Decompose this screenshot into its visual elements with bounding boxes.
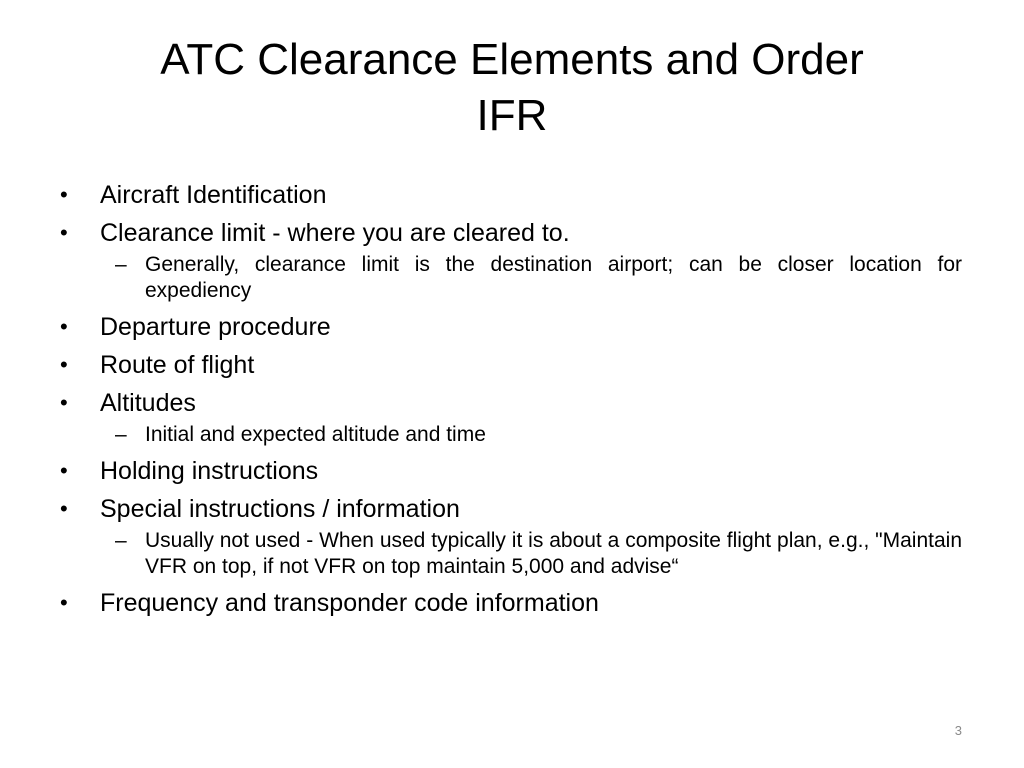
list-item-text: Departure procedure <box>100 313 331 341</box>
sub-list-item <box>58 422 962 448</box>
list-item <box>58 350 962 380</box>
list-item-text: Special instructions / information <box>100 495 460 523</box>
sub-list-item <box>58 528 962 580</box>
list-item <box>58 588 962 618</box>
list-item-text: Clearance limit - where you are cleared to. <box>100 219 570 247</box>
sub-list-item-text: Usually not used - When used typically it is about a composite flight plan, e.g., "Maintain VFR on top, if not VFR on top maintain 5,000 and advise“ <box>145 529 962 578</box>
bullet-marker: • <box>60 182 68 207</box>
bullet-marker: • <box>60 220 68 245</box>
bullet-list <box>58 180 962 626</box>
list-item-text: Frequency and transponder code information <box>100 589 599 617</box>
list-item-text: Aircraft Identification <box>100 181 327 209</box>
sub-bullet-marker: – <box>115 253 127 276</box>
list-item-text: Altitudes <box>100 389 196 417</box>
sub-bullet-marker: – <box>115 423 127 446</box>
bullet-marker: • <box>60 458 68 483</box>
list-item <box>58 388 962 418</box>
list-item <box>58 312 962 342</box>
list-item <box>58 494 962 524</box>
bullet-marker: • <box>60 314 68 339</box>
bullet-marker: • <box>60 352 68 377</box>
bullet-marker: • <box>60 496 68 521</box>
sub-list-item <box>58 252 962 304</box>
list-item <box>58 456 962 486</box>
list-item-text: Holding instructions <box>100 457 319 485</box>
page-number: 3 <box>954 723 962 738</box>
slide-title <box>80 32 944 144</box>
list-item <box>58 218 962 248</box>
bullet-marker: • <box>60 590 68 615</box>
list-item <box>58 180 962 210</box>
slide-title-line-2: IFR <box>476 91 548 140</box>
bullet-marker: • <box>60 390 68 415</box>
list-item-text: Route of flight <box>100 351 255 379</box>
sub-bullet-marker: – <box>115 529 127 552</box>
sub-list-item-text: Generally, clearance limit is the destination airport; can be closer location for expediency <box>145 253 962 302</box>
sub-list-item-text: Initial and expected altitude and time <box>145 423 486 446</box>
slide-title-line-1: ATC Clearance Elements and Order <box>160 35 864 84</box>
